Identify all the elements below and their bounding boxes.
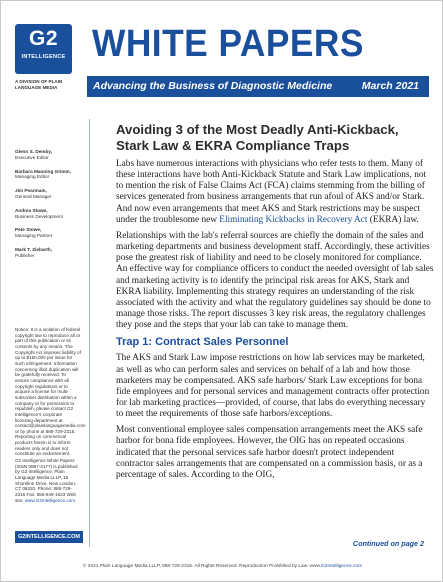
publication-info	[15, 458, 81, 503]
footer-link[interactable]: G2Intelligence.com	[321, 564, 363, 569]
staff-role: Publisher	[15, 252, 35, 258]
page-title: WHITE PAPERS	[92, 23, 364, 65]
staff-name: Barbara Manning Grimm,	[15, 168, 72, 174]
publication-info-text: G2 Intelligence White Papers (ISSN 0887-4177) is published by G2 Intelligence, Plain Language Media LLLP, 15 Shoreline Drive, New London, CT 06320. Phone: 888-729-2315 Fax: 855-649-1623 Web site:	[15, 458, 78, 503]
article-paragraph: Relationships with the lab's referral sources are chiefly the domain of the sales and marketing departments and business development staff. Accordingly, these activities pose the greatest risk of liability and need to be closely monitored for compliance. An effective way for compliance officers to conduct the needed oversight of lab sales and marketing activity is to identify the principal risk areas for AKS, Stark and EKRA liability. Implementing this strategy requires an understanding of the risk associated with the activity and what the regulatory guidelines say should be done to manage those risks. The report discusses 3 key risk areas, the regulatory challenges they pose and the steps that your lab can take to manage them.	[116, 230, 434, 331]
article-paragraph: Most conventional employee sales compensation arrangements meet the AKS safe harbor for bona fide employees. However, the OIG has on repeated occasions indicated that the personal services safe harbor doesn't protect independent contractor sales arrangements that are compensated on a commission basis, or as a percentage of sales. According to the OIG,	[116, 425, 423, 480]
article-paragraph: The AKS and Stark Law impose restrictions on how lab services may be marketed, as well as who can perform sales and services on behalf of a lab and how those marketers may be compensated. AKS safe harbors/ Stark Law exceptions for bona fide employees and for personal services and management contracts offer protection for lab marketing practices—provided, of course, that labs do everything necessary to meet the requirements of those safe harbors/exceptions.	[116, 353, 430, 420]
logo-caption: A DIVISION OF PLAIN LANGUAGE MEDIA	[15, 79, 63, 90]
paragraph-text: (EKRA) law.	[367, 214, 419, 225]
article	[116, 122, 434, 486]
banner-tagline: Advancing the Business of Diagnostic Medicine	[93, 80, 333, 92]
continued-note[interactable]: Continued on page 2	[352, 539, 424, 548]
staff-name: Mark T. Ziebarth,	[15, 246, 52, 252]
issue-date: March 2021	[361, 80, 419, 92]
footer-text: © 2021 Plain Language Media LLLP, 888-729-2315. All Rights Reserved. Reproduction Prohibited by Law. www.	[82, 564, 322, 569]
paragraph-text: Labs have numerous interactions with physicians who refer tests to them. Many of these interactions have both Anti-Kickback Statute and Stark Law implications, not to mention the risk of False Claims Act (FCA) claims stemming from the billing of services generated from business arrangements that run afoul of AKS and/or Stark. And now even arrangements that meet AKS and Stark restrictions may be suspect under the troublesome new	[116, 159, 427, 225]
g2-logo	[15, 24, 72, 74]
staff-role: Business Development	[15, 213, 63, 219]
staff-entry	[15, 208, 81, 220]
staff-role: Managing Editor	[15, 174, 50, 180]
staff-entry	[15, 169, 81, 181]
staff-list	[15, 149, 81, 267]
publication-website-link[interactable]: www.G2Intelligence.com.	[24, 497, 77, 503]
staff-role: General Manager	[15, 193, 52, 199]
staff-entry	[15, 247, 81, 259]
staff-entry	[15, 188, 81, 200]
staff-role: Executive Editor	[15, 154, 49, 160]
copyright-notice: Notice: It is a violation of federal copyright law to reproduce all or part of this publication or its contents by any means. The Copyright Act imposes liability of up to $150,000 per issue for such infringement. Information concerning illicit duplication will be gratefully received. To ensure compliance with all copyright regulations or to acquire a license for multi-subscriber distribution within a company or for permission to republish, please contact G2 Intelligence's corporate licensing department at contact@plainlanguagemedia.com or by phone at 888-729-2315. Reporting on commercial products herein is to inform readers only and does not constitute an endorsement.	[15, 327, 86, 457]
section-subhead: Trap 1: Contract Sales Personnel	[116, 336, 289, 349]
staff-name: Glenn S. Demby,	[15, 149, 52, 154]
website-bar[interactable]: G2INTELLIGENCE.COM	[15, 531, 83, 543]
page-footer	[1, 564, 443, 569]
article-paragraph	[116, 159, 434, 226]
staff-name: Jim Pearmain,	[15, 188, 47, 194]
logo-main-text: G2	[28, 27, 58, 50]
logo-sub-text: INTELLIGENCE	[21, 54, 66, 60]
staff-name: Andrea Stowe,	[15, 207, 48, 213]
column-divider	[89, 119, 90, 547]
staff-entry	[15, 149, 81, 161]
staff-role: Managing Partner	[15, 233, 53, 239]
article-headline: Avoiding 3 of the Most Deadly Anti-Kickback, Stark Law & EKRA Compliance Traps	[116, 122, 399, 153]
header-banner	[87, 76, 429, 97]
staff-name: Pete Stowe,	[15, 227, 42, 233]
staff-entry	[15, 227, 81, 239]
ekra-link[interactable]: Eliminating Kickbacks in Recovery Act	[219, 214, 368, 225]
